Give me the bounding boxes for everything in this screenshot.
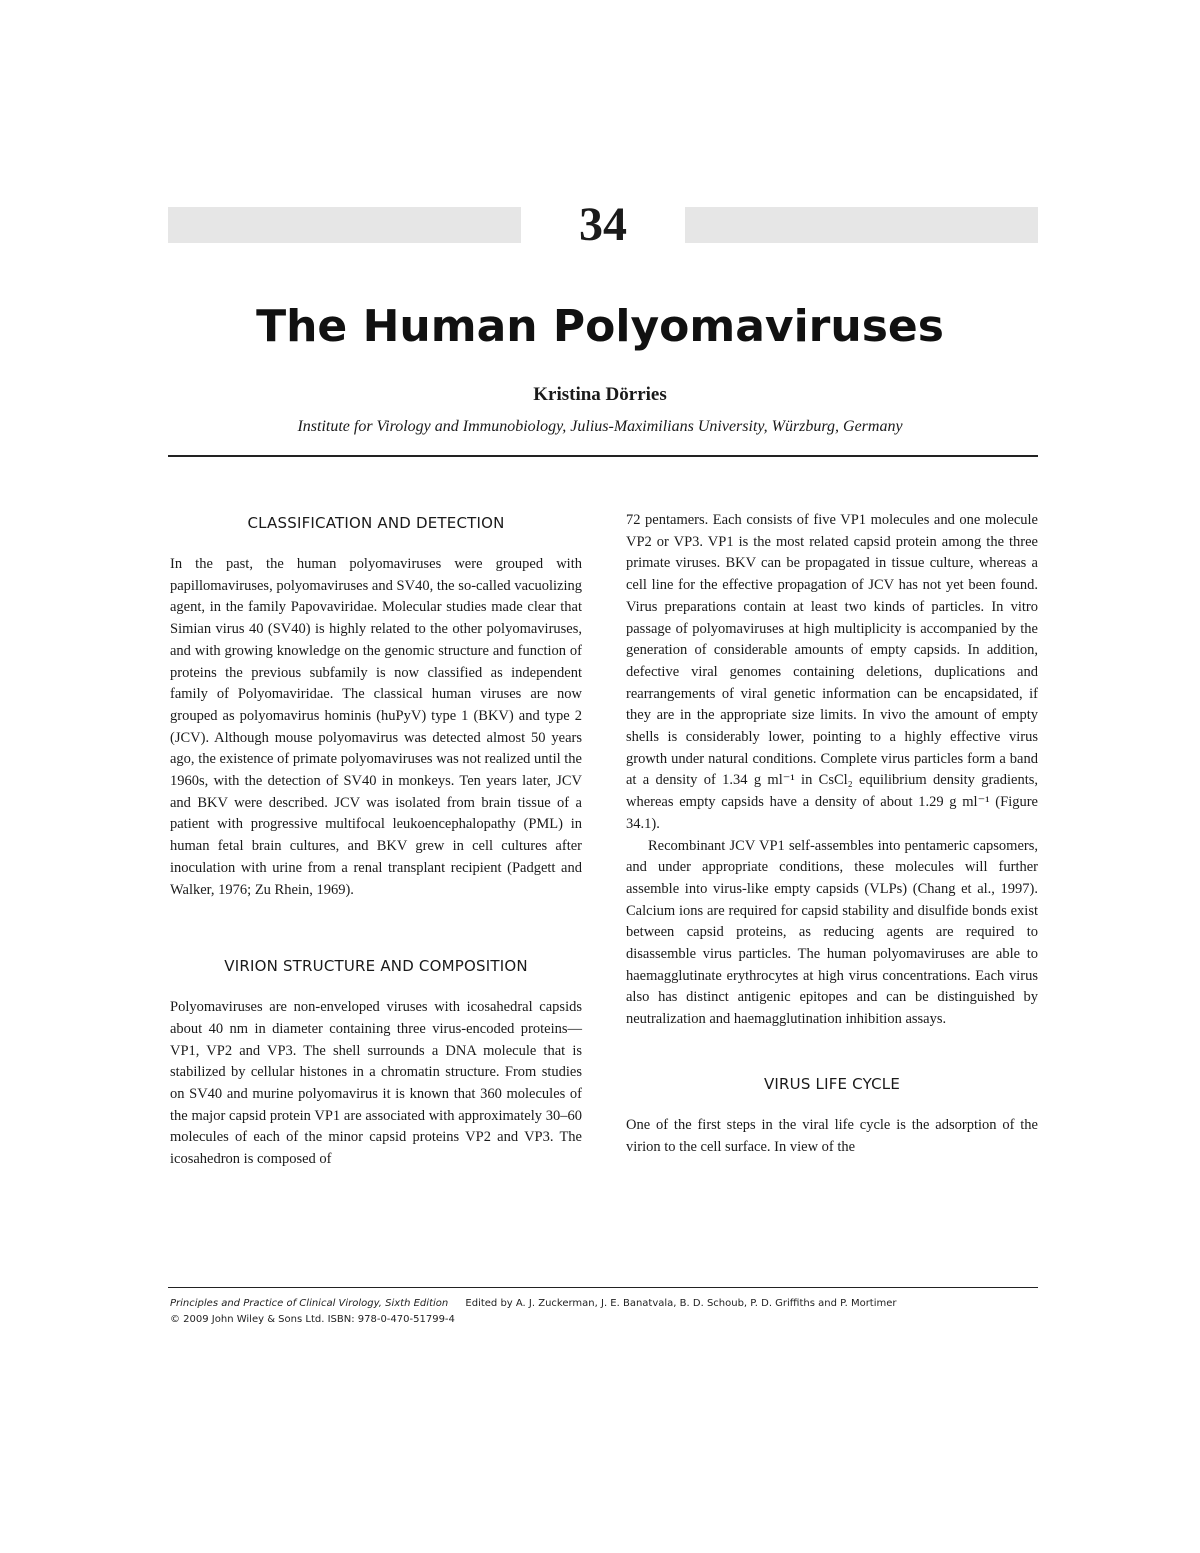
- author-name: Kristina Dörries: [533, 384, 667, 405]
- paragraph-virion-2: Recombinant JCV VP1 self-assembles into pentameric capsomers, and under appropriate conditions, these molecules will further assemble into virus-like empty capsids (VLPs) (Chang et al., 1997). Calcium ions are required for capsid stability and disulfide bonds exist between capsid proteins, as reducing agents are required to disassemble virus particles. The human polyomaviruses are able to haemagglutinate erythrocytes at high virus concentrations. Each virus also has distinct antigenic epitopes and can be distinguished by neutralization and haemagglutination inhibition assays.: [626, 837, 1038, 1028]
- paragraph-virion-1: Polyomaviruses are non-enveloped viruses with icosahedral capsids about 40 nm in diameter containing three virus-encoded proteins—VP1, VP2 and VP3. The shell surrounds a DNA molecule that is stabilized by cellular histones in a chromatin structure. From studies on SV40 and murine polyomavirus it is known that 360 molecules of the major capsid protein VP1 are associated with approximately 30–60 molecules of each of the minor capsid proteins VP2 and VP3. The icosahedron is composed of: [170, 999, 582, 1168]
- section-heading-virion: VIRION STRUCTURE AND COMPOSITION: [224, 957, 528, 976]
- chapter-bar-right: [685, 207, 1038, 243]
- footer-editors: Edited by A. J. Zuckerman, J. E. Banatvala, B. D. Schoub, P. D. Griffiths and P. Mortimer: [465, 1298, 897, 1309]
- column-right: [626, 510, 1038, 1158]
- header-rule: [168, 455, 1038, 457]
- paragraph-lifecycle: One of the first steps in the viral life cycle is the adsorption of the virion to the cell surface. In view of the: [626, 1116, 1038, 1155]
- paragraph-classification: In the past, the human polyomaviruses were grouped with papillomaviruses, polyomaviruses and SV40, the so-called vacuolizing agent, in the family Papovaviridae. Molecular studies made clear that Simian virus 40 (SV40) is highly related to the other polyomaviruses, and with growing knowledge on the genomic structure and function of proteins the previous subfamily is now classified as independent family of Polyomaviridae. The classical human viruses are now grouped as polyomavirus hominis (huPyV) type 1 (BKV) and type 2 (JCV). Although mouse polyomavirus was detected almost 50 years ago, the existence of primate polyomaviruses was not realized until the 1960s, with the detection of SV40 in monkeys. Ten years later, JCV and BKV were described. JCV was isolated from brain tissue of a patient with progressive multifocal leukoencephalopathy (PML) in human fetal brain cultures, and BKV grew in cell cultures after inoculation with urine from a renal transplant recipient (Padgett and Walker, 1976; Zu Rhein, 1969).: [170, 556, 582, 898]
- column-left: [170, 510, 582, 1171]
- section-heading-classification: CLASSIFICATION AND DETECTION: [247, 514, 505, 532]
- chapter-number: 34: [579, 198, 627, 251]
- paragraph-virion-1-continued: 72 pentamers. Each consists of five VP1 molecules and one molecule VP2 or VP3. VP1 is the most related capsid protein among the three primate viruses. BKV can be propagated in tissue culture, whereas a cell line for the effective propagation of JCV has not yet been found. Virus preparations contain at least two kinds of particles. In vitro passage of polyomaviruses at high multiplicity is accompanied by the generation of considerable amounts of empty capsids. In addition, defective viral genomes containing deletions, duplications and rearrangements of viral genetic information can be encapsidated, if they are in the appropriate size limits. In vivo the amount of empty shells is considerably lower, pointing to a highly effective virus growth under natural conditions. Complete virus particles form a band at a density of 1.34 g ml⁻¹ in CsCl₂ equilibrium density gradients, whereas empty capsids have a density of about 1.29 g ml⁻¹ (Figure 34.1).: [626, 512, 1038, 832]
- footer-rule: [168, 1287, 1038, 1288]
- section-heading-lifecycle: VIRUS LIFE CYCLE: [763, 1074, 901, 1093]
- footer-copyright: © 2009 John Wiley & Sons Ltd. ISBN: 978-0-470-51799-4: [170, 1314, 455, 1325]
- author-affiliation: Institute for Virology and Immunobiology, Julius-Maximilians University, Würzburg, Germany: [297, 418, 903, 435]
- page-footer: [170, 1296, 1038, 1328]
- chapter-title: The Human Polyomaviruses: [256, 301, 944, 352]
- footer-book-title: Principles and Practice of Clinical Virology, Sixth Edition: [170, 1298, 449, 1309]
- chapter-bar-left: [168, 207, 521, 243]
